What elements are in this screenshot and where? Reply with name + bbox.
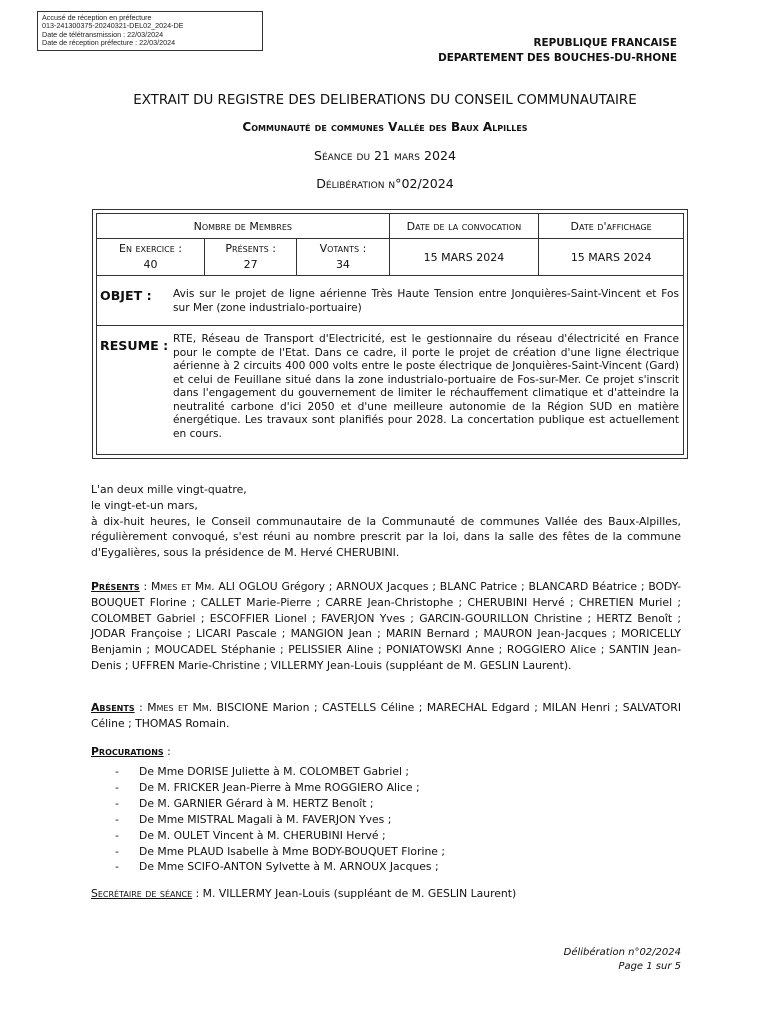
stamp-line: Date de réception préfecture : 22/03/2024 xyxy=(42,39,176,48)
resume-label: RESUME : xyxy=(100,338,169,353)
members-header: Nombre de Membres xyxy=(97,214,390,239)
in-office-value: 40 xyxy=(143,258,158,271)
list-item: - De M. OULET Vincent à M. CHERUBINI Hervé ; xyxy=(112,828,445,844)
absents-civility: Mmes et Mm. xyxy=(147,701,213,714)
secretary-text: : M. VILLERMY Jean-Louis (suppléant de M. GESLIN Laurent) xyxy=(192,887,517,900)
stamp-line: 013-241300375-20240321-DEL02_2024-DE xyxy=(42,22,184,31)
list-item: - De Mme SCIFO-ANTON Sylvette à M. ARNOUX Jacques ; xyxy=(112,859,445,875)
session-intro xyxy=(91,482,681,561)
intro-line: le vingt-et-un mars, xyxy=(91,498,198,512)
present-cell xyxy=(205,239,297,276)
intro-paragraph: à dix-huit heures, le Conseil communautaire de la Communauté de communes Vallée des Baux-Alpilles, régulièrement convoqué, s'est réuni au nombre prescrit par la loi, dans la salle des fêtes de la commune d'Eygalières, sous la présidence de M. Hervé CHERUBINI. xyxy=(91,514,681,560)
republic-label: REPUBLIQUE FRANCAISE xyxy=(533,37,677,49)
registry-title: EXTRAIT DU REGISTRE DES DELIBERATIONS DU CONSEIL COMMUNAUTAIRE xyxy=(133,93,637,108)
presents-label: Présents xyxy=(91,580,140,593)
presents-civility: Mmes et Mm. xyxy=(150,580,215,593)
procurations-list xyxy=(112,764,445,875)
reception-stamp xyxy=(37,11,263,51)
community-title: Communauté de communes Vallée des Baux Alpilles xyxy=(242,120,528,134)
voting-label: Votants : xyxy=(319,242,367,255)
objet-divider xyxy=(96,325,684,326)
absents-sep: : xyxy=(134,701,148,714)
in-office-label: En exercice : xyxy=(119,242,182,255)
stamp-line: Accusé de réception en préfecture xyxy=(42,14,152,22)
absents-label: Absents xyxy=(91,701,135,714)
voting-value: 34 xyxy=(335,258,350,271)
footer-page-number: Page 1 sur 5 xyxy=(618,961,681,972)
members-table xyxy=(96,213,684,276)
objet-heading xyxy=(100,288,152,303)
stamp-line: Date de télétransmission : 22/03/2024 xyxy=(42,30,164,39)
presents-names: ALI OGLOU Grégory ; ARNOUX Jacques ; BLANC Patrice ; BLANCARD Béatrice ; BODY-BOUQUET Florine ; CALLET Marie-Pierre ; CARRE Jean-Christophe ; CHERUBINI Hervé ; CHRETIEN Muriel ; COLOMBET Gabriel ; ESCOFFIER Lionel ; FAVERJON Yves ; GARCIN-GOURILLON Christine ; HERTZ Benoît ; JODAR Françoise ; LICARI Pascale ; MANGION Jean ; MARIN Bernard ; MAURON Jean-Jacques ; MORICELLY Benjamin ; MOUCADEL Stéphanie ; PELISSIER Aline ; PONIATOWSKI Anne ; ROGGIERO Alice ; SANTIN Jean-Denis ; UFFREN Marie-Christine ; VILLERMY Jean-Louis (suppléant de M. GESLIN Laurent). xyxy=(91,580,681,672)
voting-cell xyxy=(297,239,389,276)
display-header: Date d'affichage xyxy=(539,214,684,239)
presents-section xyxy=(91,579,681,674)
objet-colon: : xyxy=(142,288,152,303)
page-footer xyxy=(564,946,681,974)
deliberation-number: Délibération n°02/2024 xyxy=(316,176,454,191)
procurations-heading xyxy=(91,744,681,760)
secretary-section xyxy=(91,886,681,902)
present-label: Présents : xyxy=(225,242,276,255)
display-date: 15 MARS 2024 xyxy=(539,239,684,276)
list-item: - De M. GARNIER Gérard à M. HERTZ Benoît ; xyxy=(112,796,445,812)
list-item: - De Mme MISTRAL Magali à M. FAVERJON Yves ; xyxy=(112,812,445,828)
convocation-date: 15 MARS 2024 xyxy=(389,239,539,276)
in-office-cell xyxy=(97,239,205,276)
list-item: - De Mme DORISE Juliette à M. COLOMBET Gabriel ; xyxy=(112,764,445,780)
secretary-label: Secrétaire de séance xyxy=(91,887,193,900)
objet-text: Avis sur le projet de ligne aérienne Très Haute Tension entre Jonquières-Saint-Vincent et Fos sur Mer (zone industrialo-portuaire) xyxy=(173,288,679,314)
convocation-header: Date de la convocation xyxy=(389,214,539,239)
absents-names: BISCIONE Marion ; CASTELLS Céline ; MARECHAL Edgard ; MILAN Henri ; SALVATORI Céline ; THOMAS Romain. xyxy=(91,701,681,730)
republic-header xyxy=(438,36,677,66)
procurations-label: Procurations xyxy=(91,745,164,758)
present-value: 27 xyxy=(243,258,258,271)
absents-section xyxy=(91,700,681,732)
presents-sep: : xyxy=(139,580,151,593)
session-title: Séance du 21 mars 2024 xyxy=(313,148,457,163)
list-item: - De Mme PLAUD Isabelle à Mme BODY-BOUQUET Florine ; xyxy=(112,844,445,860)
footer-deliberation: Délibération n°02/2024 xyxy=(563,947,681,958)
intro-line: L'an deux mille vingt-quatre, xyxy=(91,483,247,496)
department-label: DEPARTEMENT DES BOUCHES-DU-RHONE xyxy=(438,52,677,64)
list-item: - De M. FRICKER Jean-Pierre à Mme ROGGIERO Alice ; xyxy=(112,780,445,796)
objet-label: OBJET xyxy=(100,288,143,303)
resume-text: RTE, Réseau de Transport d'Electricité, est le gestionnaire du réseau d'électricité en France pour le compte de l'Etat. Dans ce cadre, il porte le projet de création d'une ligne électrique aérienne à 2 circuits 400 000 volts entre le poste électrique de Jonquières-Saint-Vincent (Gard) et celui de Feuillane situé dans la zone industrialo-portuaire de Fos-sur-Mer. Ce projet s'inscrit dans l'engagement du gouvernement de limiter le réchauffement climatique et d'atteindre la neutralité carbone d'ici 2050 et d'une meilleure autonomie de la Région SUD en matière énergétique. Les travaux sont planifiés pour 2028. La concertation publique est actuellement en cours. xyxy=(173,333,679,440)
procurations-sep: : xyxy=(163,745,171,758)
